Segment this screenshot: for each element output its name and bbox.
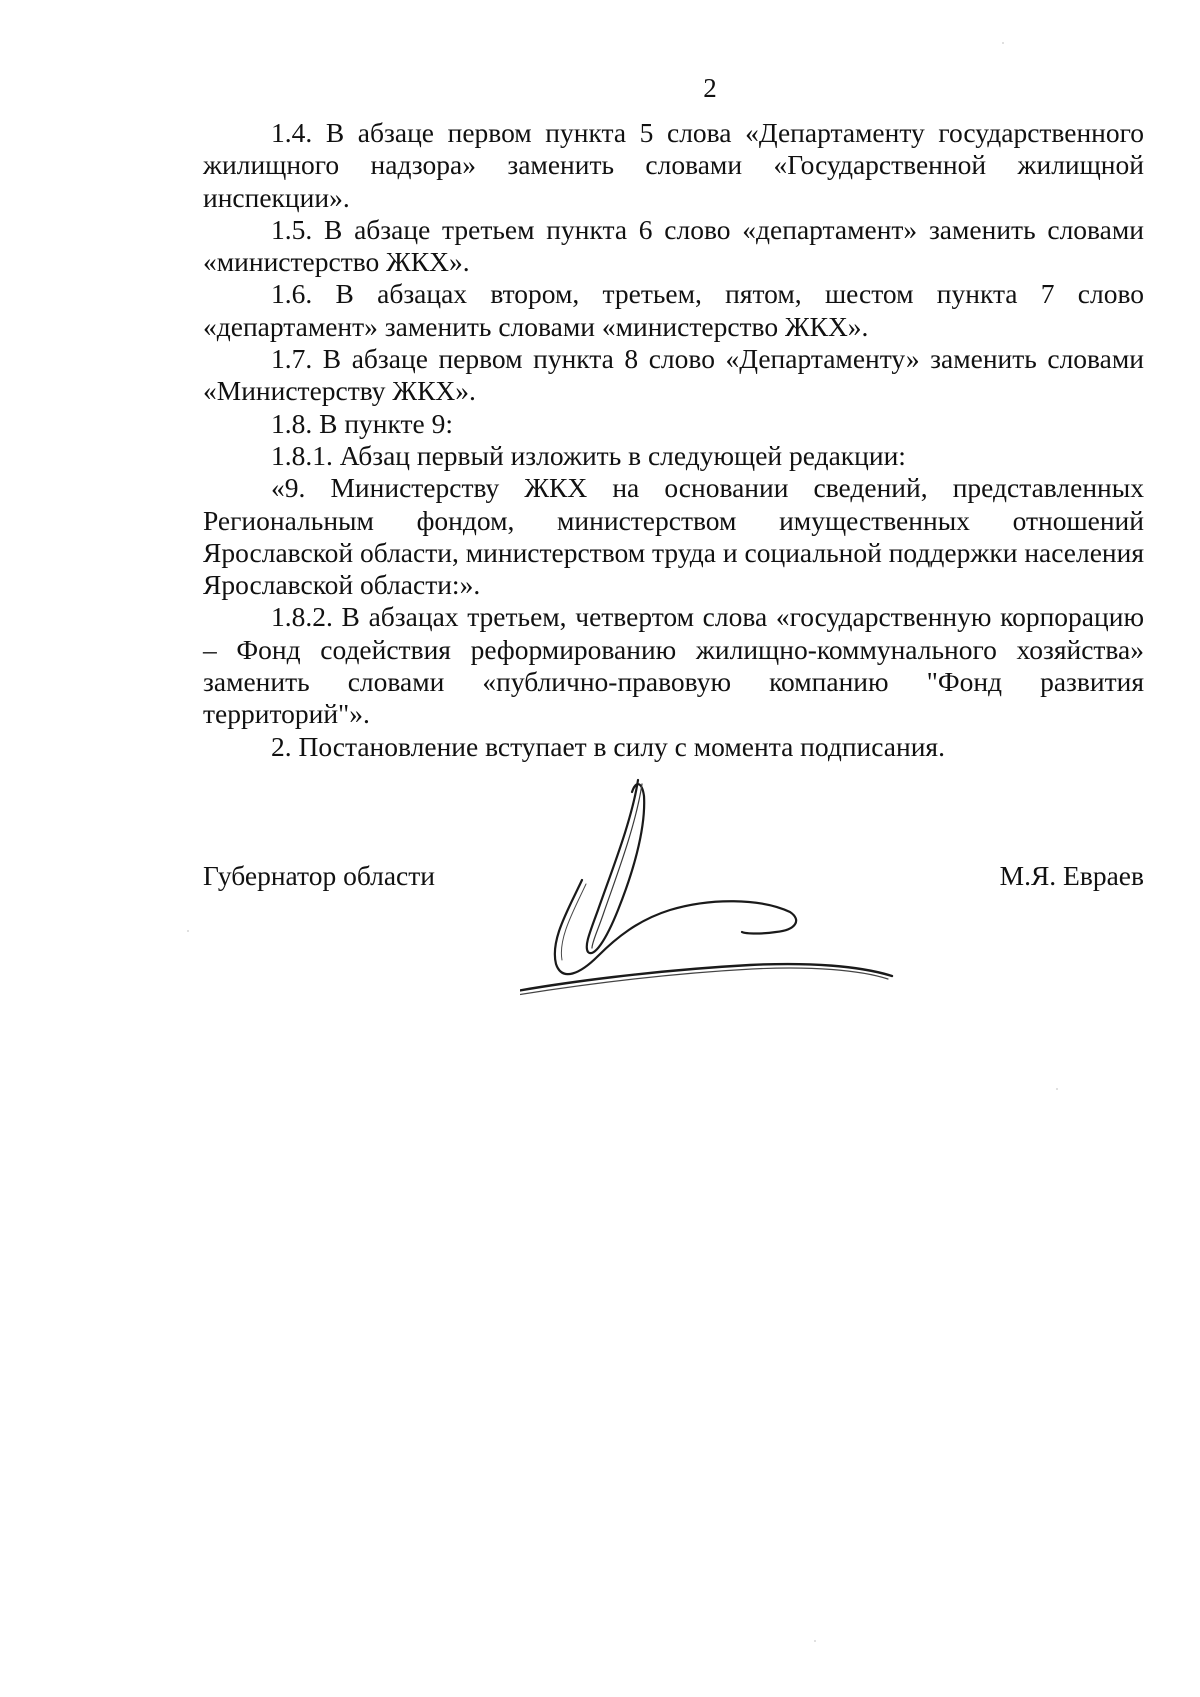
- paragraph-1-6: 1.6. В абзацах втором, третьем, пятом, шестом пункта 7 слово «департамент» заменить словами «министерство ЖКХ».: [203, 278, 1144, 342]
- paragraph-1-7: 1.7. В абзаце первом пункта 8 слово «Департаменту» заменить словами «Министерству ЖКХ».: [203, 343, 1144, 407]
- signatory-name: М.Я. Евраев: [999, 860, 1144, 891]
- paragraph-1-4: 1.4. В абзаце первом пункта 5 слова «Департаменту государственного жилищного надзора» заменить словами «Государственной жилищной инспекции».: [203, 117, 1144, 213]
- paragraph-1-5: 1.5. В абзаце третьем пункта 6 слово «департамент» заменить словами «министерство ЖКХ».: [203, 213, 1144, 278]
- page-number: 2: [703, 73, 717, 103]
- paragraph-1-8-2: 1.8.2. В абзацах третьем, четвертом слова «государственную корпорацию – Фонд содействия реформированию жилищно-коммунального хозяйства» заменить словами «публично-правовую компанию "Фонд развития территорий"».: [203, 601, 1144, 730]
- scan-speck: [187, 930, 189, 932]
- paragraph-quoted-9: «9. Министерству ЖКХ на основании сведений, представленных Региональным фондом, министерством имущественных отношений Ярославской области, министерством труда и социальной поддержки населения Ярославской области:».: [203, 472, 1144, 601]
- scan-speck: [1002, 42, 1004, 44]
- paragraph-1-8-1: 1.8.1. Абзац первый изложить в следующей редакции:: [271, 439, 906, 471]
- scan-speck: [1056, 1088, 1058, 1090]
- handwritten-signature: [520, 760, 940, 1020]
- paragraph-1-8: 1.8. В пункте 9:: [271, 407, 454, 439]
- document-body: [203, 117, 1144, 763]
- scan-speck: [814, 1640, 816, 1642]
- signatory-position: Губернатор области: [203, 860, 435, 891]
- paragraph-2: 2. Постановление вступает в силу с момента подписания.: [271, 730, 945, 762]
